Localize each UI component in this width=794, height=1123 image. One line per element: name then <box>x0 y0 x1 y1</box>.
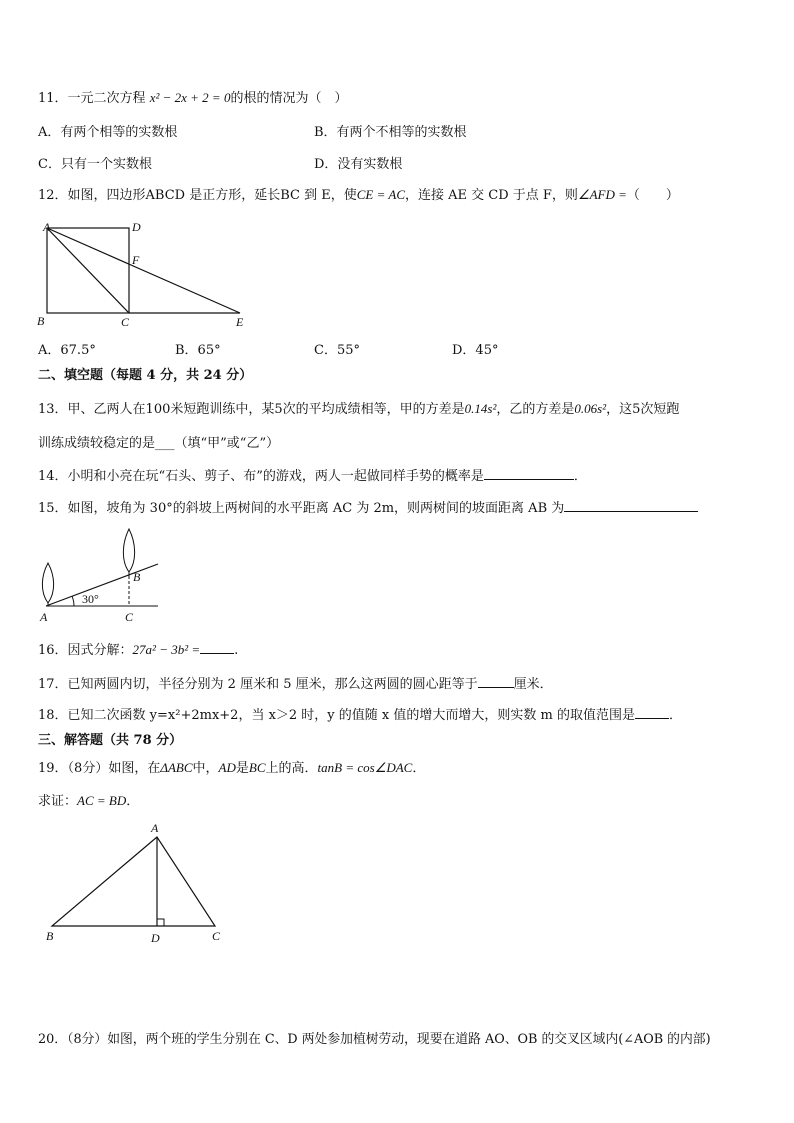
q13-text-mid: ，乙的方差是 <box>496 402 575 417</box>
q12-stem-text: 12．如图，四边形ABCD 是正方形，延长BC 到 E，使 <box>38 188 357 203</box>
q15-figure <box>34 526 194 626</box>
q19-stem <box>38 759 425 778</box>
section2-title: 二、填空题（每题 4 分，共 24 分） <box>38 368 253 383</box>
q19-label-d: D <box>151 931 160 945</box>
q12-stem-end: （ ） <box>626 188 679 203</box>
q17-stem <box>38 675 553 694</box>
q12-stem-mid: ，连接 AE 交 CD 于点 F，则 <box>405 188 578 203</box>
q18-answer-blank[interactable] <box>635 706 669 719</box>
q12-option-d: D．45° <box>452 343 499 358</box>
q13-line2: 训练成绩较稳定的是___（填“甲”或“乙”） <box>38 436 280 451</box>
q15-slope-line <box>46 564 158 606</box>
q19-prove-end: ． <box>126 794 140 809</box>
q19-segment-ad: AD <box>218 760 236 775</box>
q13-variance-b: 0.06s² <box>574 401 607 416</box>
q19-label-c: C <box>212 929 221 943</box>
q14-end: ． <box>573 469 587 484</box>
q12-label-b: B <box>37 314 45 328</box>
q11-option-a: A．有两个相等的实数根 <box>38 125 178 140</box>
q19-text-mid1: 中， <box>192 761 219 776</box>
q11-stem-end: 的根的情况为（ ） <box>230 91 348 106</box>
q12-diagonal-ac <box>47 228 129 313</box>
q18-stem <box>38 706 682 725</box>
q15-angle-arc <box>72 596 74 606</box>
q11-option-d: D．没有实数根 <box>314 157 403 172</box>
q19-segment-bc: BC <box>248 760 266 775</box>
q20-stem: 20．（8分）如图，两个班的学生分别在 C、D 两处参加植树劳动，现要在道路 AO、OB 的交叉区域内(∠AOB 的内部) <box>38 1032 711 1047</box>
q12-label-e: E <box>236 315 244 329</box>
q15-stem <box>38 499 698 518</box>
q19-text-end: ． <box>412 761 426 776</box>
q16-answer-blank[interactable] <box>200 641 234 654</box>
q17-answer-blank[interactable] <box>478 675 514 688</box>
q13-variance-a: 0.14s² <box>464 401 497 416</box>
q16-expression: 27a² − 3b² = <box>132 642 201 657</box>
q16-end: . <box>234 643 239 658</box>
q16-text: 16．因式分解： <box>38 643 133 658</box>
q14-answer-blank[interactable] <box>484 467 574 480</box>
q12-label-f: F <box>132 253 140 267</box>
q12-condition: CE = AC <box>356 187 405 202</box>
q12-label-d: D <box>132 220 141 234</box>
tree-icon <box>42 563 53 603</box>
q19-prove-label: 求证： <box>38 794 78 809</box>
q15-angle-label: 30° <box>82 592 99 606</box>
q11-stem-text: 11．一元二次方程 <box>38 91 150 106</box>
q11-option-b: B．有两个不相等的实数根 <box>314 125 467 140</box>
q19-triangle: ΔABC <box>160 760 193 775</box>
q12-option-a: A．67.5° <box>38 343 96 358</box>
q17-text: 17．已知两圆内切，半径分别为 2 厘米和 5 厘米，那么这两圆的圆心距等于 <box>38 677 478 692</box>
q12-figure <box>34 218 294 333</box>
q15-label-a: A <box>40 610 48 624</box>
q12-label-a: A <box>43 220 51 234</box>
section3-title: 三、解答题（共 78 分） <box>38 733 183 748</box>
q19-prove <box>38 792 139 811</box>
q15-label-c: C <box>125 610 134 624</box>
q12-label-c: C <box>121 315 130 329</box>
q19-condition: tanB = cos∠DAC <box>317 760 413 775</box>
q19-label-a: A <box>151 821 159 835</box>
q12-option-b: B．65° <box>175 343 221 358</box>
q19-text-mid2: 是 <box>235 761 249 776</box>
q18-text: 18．已知二次函数 y=x²+2mx+2，当 x＞2 时，y 的值随 x 值的增大而增大，则实数 m 的取值范围是 <box>38 708 635 723</box>
q11-stem <box>38 89 347 108</box>
q11-option-c: C．只有一个实数根 <box>38 157 152 172</box>
q17-text-end: 厘米． <box>513 677 553 692</box>
q13-line1 <box>38 400 679 419</box>
q18-text-end: ． <box>668 708 682 723</box>
q12-option-c: C．55° <box>314 343 360 358</box>
tree-icon <box>123 529 134 572</box>
q15-label-b: B <box>133 570 141 584</box>
q12-asked-angle: ∠AFD = <box>577 187 627 202</box>
q19-figure <box>40 820 240 950</box>
q15-answer-blank[interactable] <box>564 499 698 512</box>
q14-text: 14．小明和小亮在玩“石头、剪子、布”的游戏，两人一起做同样手势的概率是 <box>38 469 484 484</box>
q15-text: 15．如图，坡角为 30°的斜坡上两树间的水平距离 AC 为 2m，则两树间的坡面距离 AB 为 <box>38 501 565 516</box>
q19-triangle-abc <box>52 837 215 926</box>
q12-stem <box>38 186 679 205</box>
q12-line-ae <box>47 228 240 313</box>
q19-prove-statement: AC = BD <box>77 793 127 808</box>
right-angle-icon <box>157 919 164 926</box>
q16-stem <box>38 641 238 660</box>
q13-text-end: ，这5次短跑 <box>606 402 680 417</box>
q11-equation: x² − 2x + 2 = 0 <box>149 90 231 105</box>
q14-stem <box>38 467 587 486</box>
q19-text: 19．（8分）如图，在 <box>38 761 161 776</box>
q19-text-mid3: 上的高． <box>265 761 318 776</box>
q19-label-b: B <box>46 929 54 943</box>
q13-text: 13．甲、乙两人在100米短跑训练中，某5次的平均成绩相等，甲的方差是 <box>38 402 465 417</box>
